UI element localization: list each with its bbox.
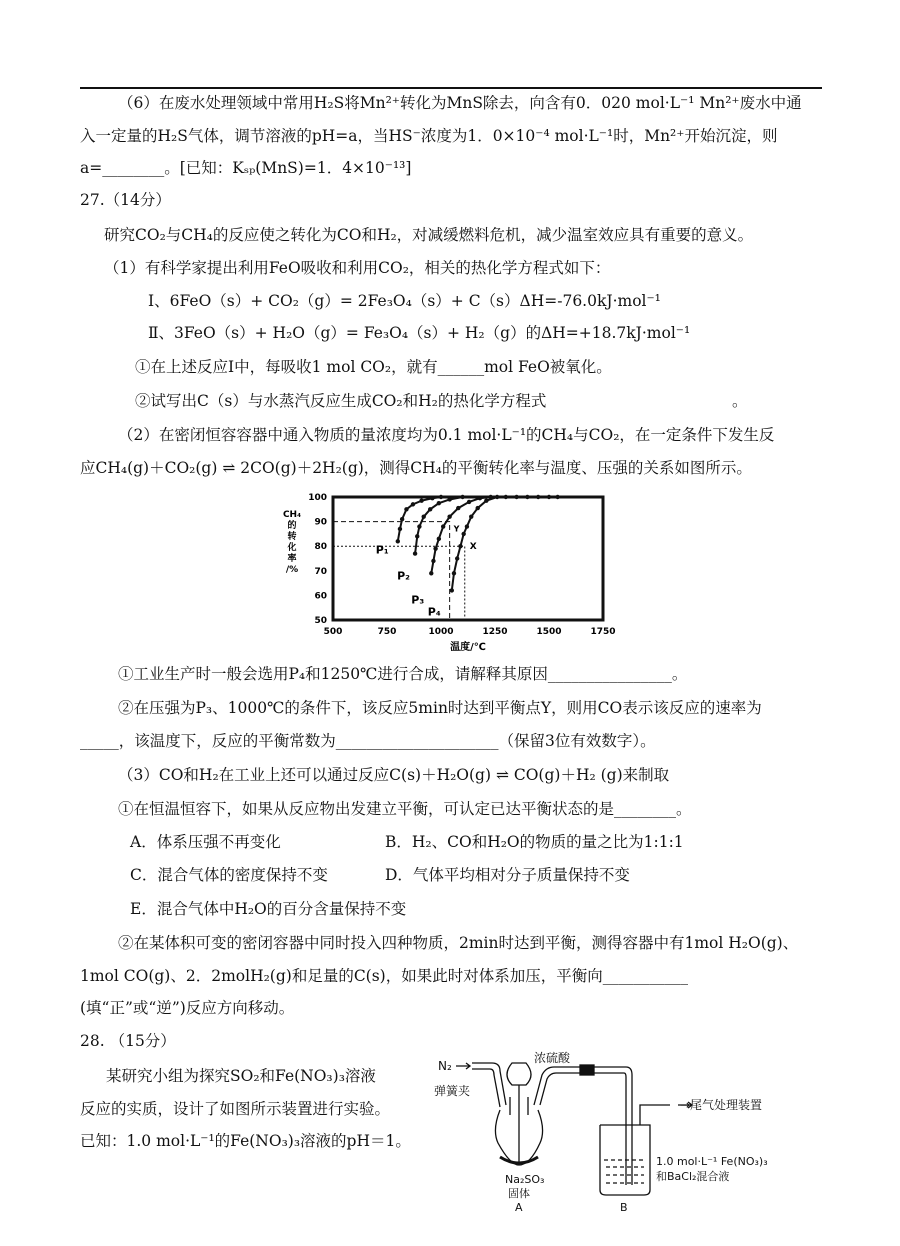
- y-axis-label-part: 的: [287, 521, 297, 531]
- x-tick-label: 750: [377, 627, 397, 637]
- data-point: [396, 539, 400, 543]
- header-rule: [80, 87, 822, 89]
- point-x-label: X: [469, 542, 477, 553]
- x-tick-label: 1750: [590, 627, 616, 637]
- y-tick-label: 100: [308, 493, 327, 503]
- solution-label-2: 和BaCl₂混合液: [656, 1170, 730, 1183]
- solution-b: [604, 1160, 646, 1183]
- equation-1: Ⅰ、6FeO（s）+ CO₂（g）= 2Fe₃O₄（s）+ C（s）ΔH=-76.0kJ·mol⁻¹: [148, 292, 661, 310]
- series-label: P₂: [397, 569, 410, 583]
- data-point: [441, 524, 445, 528]
- x-tick-label: 1250: [482, 627, 508, 637]
- x-tick-label: 500: [323, 627, 343, 637]
- tube-joint: [580, 1065, 594, 1075]
- data-point: [536, 495, 540, 499]
- data-point: [433, 546, 437, 550]
- data-point: [460, 495, 464, 499]
- y-axis-label-part: CH₄: [282, 510, 302, 520]
- data-point: [419, 498, 423, 502]
- guide-line-x: [333, 546, 465, 620]
- q27-part3-sub2-line3: (填“正”或“逆”)反应方向移动。: [80, 999, 295, 1017]
- data-point: [398, 527, 402, 531]
- option-e: E．混合气体中H₂O的百分含量保持不变: [130, 900, 407, 918]
- y-axis-label-part: /%: [285, 565, 299, 575]
- x-tick-label: 1000: [428, 627, 454, 637]
- series-line-4: [452, 497, 558, 590]
- data-point: [525, 495, 529, 499]
- data-point: [447, 497, 451, 501]
- q26-6-line1: （6）在废水处理领域中常用H₂S将Mn²⁺转化为MnS除去，向含有0．020 mol·L⁻¹ Mn²⁺废水中通: [118, 94, 802, 112]
- series-label: P₁: [375, 543, 389, 557]
- bottle-b-label: B: [620, 1201, 628, 1214]
- y-tick-label: 90: [314, 517, 327, 528]
- flask-a-label: A: [515, 1201, 523, 1214]
- data-point: [404, 507, 408, 511]
- y-axis-label-part: 化: [287, 543, 297, 553]
- data-point: [458, 544, 462, 548]
- solid-label-2: 固体: [508, 1187, 530, 1200]
- q26-6-line2: 入一定量的H₂S气体，调节溶液的pH=a，当HS⁻浓度为1．0×10⁻⁴ mol·L⁻¹时，Mn²⁺开始沉淀，则: [80, 127, 778, 145]
- y-tick-label: 60: [314, 591, 327, 602]
- data-point: [478, 496, 482, 500]
- q27-part1-sub2: ②试写出C（s）与水蒸汽反应生成CO₂和H₂的热化学方程式: [135, 392, 547, 410]
- x-tick-label: 1500: [536, 627, 562, 637]
- data-point: [411, 502, 415, 506]
- q27-part2-sub2-line2: _____，该温度下，反应的平衡常数为_____________________（保留3位有效数字）。: [80, 732, 656, 750]
- data-point: [428, 507, 432, 511]
- data-point: [555, 495, 559, 499]
- q27-part2-sub2-line1: ②在压强为P₃、1000℃的条件下，该反应5min时达到平衡点Y，则用CO表示该反应的速率为: [118, 699, 762, 717]
- q27-part1-sub1: ①在上述反应Ⅰ中，每吸收1 mol CO₂，就有______mol FeO被氧化。: [135, 358, 612, 376]
- y-axis-label-part: 率: [287, 554, 297, 564]
- n2-label: N₂: [438, 1059, 452, 1073]
- q27-part3: （3）CO和H₂在工业上还可以通过反应C(s)＋H₂O(g) ⇌ CO(g)＋H₂ (g)来制取: [118, 766, 670, 784]
- option-d: D．气体平均相对分子质量保持不变: [385, 866, 630, 884]
- option-a: A．体系压强不再变化: [130, 833, 281, 851]
- series-line-3: [431, 497, 490, 573]
- q27-part3-sub2-line2: 1mol CO(g)、2．2molH₂(g)和足量的C(s)，如果此时对体系加压，平衡向___________: [80, 967, 688, 985]
- data-point: [431, 559, 435, 563]
- data-point: [437, 537, 441, 541]
- q27-part2-line1: （2）在密闭恒容容器中通入物质的量浓度均为0.1 mol·L⁻¹的CH₄与CO₂，在一定条件下发生反: [118, 426, 775, 444]
- data-point: [514, 495, 518, 499]
- data-point: [415, 534, 419, 538]
- tail-gas-label: →尾气处理装置: [680, 1098, 763, 1112]
- data-point: [484, 498, 488, 502]
- point-y-label: Y: [453, 524, 460, 534]
- data-point: [455, 556, 459, 560]
- solution-label-1: 1.0 mol·L⁻¹ Fe(NO₃)₃: [656, 1155, 768, 1168]
- plot-frame: [333, 497, 603, 620]
- connecting-tube: [534, 1067, 632, 1185]
- series-label: P₃: [411, 593, 425, 607]
- data-point: [439, 495, 443, 499]
- apparatus-diagram: [430, 1035, 770, 1214]
- option-b: B．H₂、CO和H₂O的物质的量之比为1:1:1: [385, 833, 684, 851]
- equation-2: Ⅱ、3FeO（s）+ H₂O（g）= Fe₃O₄（s）+ H₂（g）的ΔH=+18.7kJ·mol⁻¹: [148, 324, 691, 342]
- q27-part2-line2: 应CH₄(g)＋CO₂(g) ⇌ 2CO(g)＋2H₂(g)，测得CH₄的平衡转化率与温度、压强的关系如图所示。: [80, 459, 752, 477]
- q28-line1: 某研究小组为探究SO₂和Fe(NO₃)₃溶液: [106, 1067, 376, 1085]
- data-point: [504, 495, 508, 499]
- data-point: [430, 496, 434, 500]
- x-axis-label: 温度/℃: [450, 642, 486, 653]
- data-point: [461, 532, 465, 536]
- q26-6-line3: a=________。[已知：Kₛₚ(MnS)=1．4×10⁻¹³]: [80, 159, 412, 177]
- data-point: [465, 524, 469, 528]
- y-tick-label: 70: [314, 566, 327, 577]
- q27-heading: 27.（14分）: [80, 191, 171, 209]
- data-point: [413, 551, 417, 555]
- option-c: C．混合气体的密度保持不变: [130, 866, 328, 884]
- data-point: [437, 501, 441, 505]
- series-label: P₄: [427, 605, 441, 619]
- q28-line3: 已知：1.0 mol·L⁻¹的Fe(NO₃)₃溶液的pH＝1。: [80, 1132, 411, 1150]
- data-point: [469, 514, 473, 518]
- data-point: [429, 571, 433, 575]
- y-tick-label: 50: [314, 616, 327, 626]
- data-point: [400, 517, 404, 521]
- q27-part3-sub1: ①在恒温恒容下，如果从反应物出发建立平衡，可认定已达平衡状态的是________。: [118, 800, 692, 818]
- data-point: [547, 495, 551, 499]
- data-point: [422, 514, 426, 518]
- data-point: [417, 524, 421, 528]
- data-point: [476, 506, 480, 510]
- q27-intro: 研究CO₂与CH₄的反应使之转化为CO和H₂，对减缓燃料危机，减少温室效应具有重要的意义。: [104, 226, 754, 244]
- n2-inlet-tube: [472, 1063, 506, 1107]
- data-point: [456, 506, 460, 510]
- y-tick-label: 80: [314, 542, 327, 553]
- q27-part1-sub2-end: 。: [732, 392, 748, 410]
- clip-label: 弹簧夹: [434, 1084, 471, 1098]
- q27-part2-sub1: ①工业生产时一般会选用P₄和1250℃进行合成，请解释其原因________________。: [118, 665, 688, 683]
- arrow-icon: [456, 1063, 470, 1069]
- data-point: [450, 588, 454, 592]
- acid-label: 浓硫酸: [534, 1051, 571, 1065]
- q27-part1: （1）有科学家提出利用FeO吸收和利用CO₂，相关的热化学方程式如下：: [104, 259, 611, 277]
- data-point: [467, 500, 471, 504]
- q28-line2: 反应的实质，设计了如图所示装置进行实验。: [80, 1100, 391, 1118]
- q27-part3-sub2-line1: ②在某体积可变的密闭容器中同时投入四种物质，2min时达到平衡，测得容器中有1mol H₂O(g)、: [118, 934, 799, 952]
- y-axis-label-part: 转: [287, 532, 297, 542]
- ch4-conversion-chart: [270, 482, 630, 652]
- solid-label-1: Na₂SO₃: [505, 1173, 545, 1186]
- data-point: [452, 571, 456, 575]
- q28-heading: 28. （15分）: [80, 1032, 176, 1050]
- data-point: [495, 495, 499, 499]
- data-point: [447, 514, 451, 518]
